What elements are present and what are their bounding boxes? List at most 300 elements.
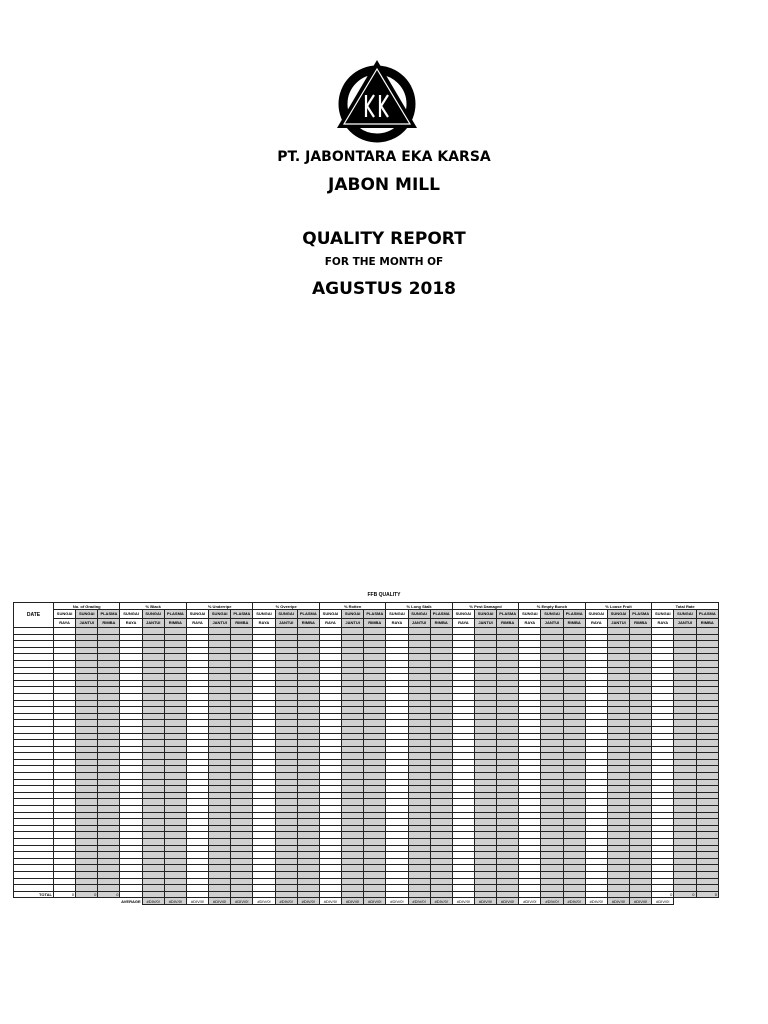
data-cell bbox=[430, 806, 452, 813]
data-cell bbox=[297, 825, 319, 832]
data-cell bbox=[342, 740, 364, 747]
data-cell bbox=[231, 799, 253, 806]
column-header: JANTUI bbox=[474, 619, 496, 628]
data-cell bbox=[541, 726, 563, 733]
data-cell bbox=[54, 707, 76, 714]
data-cell bbox=[408, 871, 430, 878]
data-cell bbox=[563, 871, 585, 878]
data-cell bbox=[607, 766, 629, 773]
table-row bbox=[14, 806, 719, 813]
data-cell bbox=[319, 812, 341, 819]
data-cell bbox=[408, 792, 430, 799]
data-cell bbox=[231, 707, 253, 714]
data-cell bbox=[120, 647, 142, 654]
data-cell bbox=[275, 641, 297, 648]
data-cell bbox=[54, 667, 76, 674]
data-cell bbox=[164, 799, 186, 806]
data-cell bbox=[696, 858, 718, 865]
data-cell bbox=[696, 713, 718, 720]
data-cell bbox=[297, 733, 319, 740]
data-cell bbox=[297, 812, 319, 819]
data-cell bbox=[630, 865, 652, 872]
data-cell bbox=[319, 634, 341, 641]
data-cell bbox=[76, 766, 98, 773]
data-cell bbox=[142, 825, 164, 832]
data-cell bbox=[186, 660, 208, 667]
data-cell bbox=[452, 726, 474, 733]
data-cell bbox=[585, 726, 607, 733]
data-cell bbox=[474, 693, 496, 700]
table-row bbox=[14, 773, 719, 780]
data-cell bbox=[408, 812, 430, 819]
data-cell bbox=[497, 647, 519, 654]
data-cell bbox=[652, 792, 674, 799]
data-cell bbox=[76, 726, 98, 733]
data-cell bbox=[585, 641, 607, 648]
table-row bbox=[14, 634, 719, 641]
data-cell bbox=[563, 865, 585, 872]
data-cell bbox=[474, 660, 496, 667]
data-cell bbox=[563, 654, 585, 661]
data-cell bbox=[452, 871, 474, 878]
date-cell bbox=[14, 693, 54, 700]
data-cell bbox=[209, 693, 231, 700]
data-cell bbox=[54, 786, 76, 793]
data-cell bbox=[497, 700, 519, 707]
average-cell: #DIV/0! bbox=[607, 898, 629, 905]
data-cell bbox=[297, 641, 319, 648]
data-cell bbox=[275, 746, 297, 753]
data-cell bbox=[319, 773, 341, 780]
data-cell bbox=[519, 799, 541, 806]
data-cell bbox=[319, 713, 341, 720]
data-cell bbox=[164, 786, 186, 793]
data-cell bbox=[186, 753, 208, 760]
data-cell bbox=[76, 812, 98, 819]
data-cell bbox=[452, 792, 474, 799]
table-row bbox=[14, 680, 719, 687]
data-cell bbox=[541, 687, 563, 694]
data-cell bbox=[120, 641, 142, 648]
data-cell bbox=[474, 759, 496, 766]
table-row bbox=[14, 812, 719, 819]
table-row bbox=[14, 628, 719, 635]
data-cell bbox=[209, 858, 231, 865]
data-cell bbox=[674, 819, 696, 826]
average-cell: #DIV/0! bbox=[297, 898, 319, 905]
data-cell bbox=[275, 773, 297, 780]
data-cell bbox=[386, 786, 408, 793]
date-cell bbox=[14, 819, 54, 826]
data-cell bbox=[297, 647, 319, 654]
data-cell bbox=[142, 812, 164, 819]
data-cell bbox=[209, 720, 231, 727]
average-cell: #DIV/0! bbox=[408, 898, 430, 905]
data-cell bbox=[563, 885, 585, 892]
column-header: RAYA bbox=[54, 619, 76, 628]
data-cell bbox=[497, 654, 519, 661]
data-cell bbox=[342, 634, 364, 641]
data-cell bbox=[142, 779, 164, 786]
data-cell bbox=[319, 654, 341, 661]
data-cell bbox=[607, 680, 629, 687]
data-cell bbox=[253, 852, 275, 859]
data-cell bbox=[54, 806, 76, 813]
data-cell bbox=[474, 733, 496, 740]
data-cell bbox=[696, 641, 718, 648]
data-cell bbox=[519, 687, 541, 694]
total-label: TOTAL bbox=[14, 891, 54, 898]
column-header: SUNGAI bbox=[652, 610, 674, 619]
data-cell bbox=[541, 852, 563, 859]
average-cell: #DIV/0! bbox=[430, 898, 452, 905]
data-cell bbox=[120, 839, 142, 846]
data-cell bbox=[209, 759, 231, 766]
data-cell bbox=[696, 680, 718, 687]
data-cell bbox=[319, 740, 341, 747]
data-cell bbox=[474, 839, 496, 846]
data-cell bbox=[76, 680, 98, 687]
data-cell bbox=[142, 667, 164, 674]
data-cell bbox=[674, 693, 696, 700]
data-cell bbox=[563, 792, 585, 799]
data-cell bbox=[297, 746, 319, 753]
data-cell bbox=[452, 628, 474, 635]
data-cell bbox=[696, 839, 718, 846]
column-header: PLASMA bbox=[164, 610, 186, 619]
data-cell bbox=[186, 634, 208, 641]
data-cell bbox=[120, 792, 142, 799]
data-cell bbox=[275, 700, 297, 707]
data-cell bbox=[76, 647, 98, 654]
data-cell bbox=[452, 766, 474, 773]
data-cell bbox=[319, 647, 341, 654]
data-cell bbox=[76, 634, 98, 641]
data-cell bbox=[519, 660, 541, 667]
data-cell bbox=[652, 812, 674, 819]
data-cell bbox=[497, 641, 519, 648]
column-header: PLASMA bbox=[297, 610, 319, 619]
date-cell bbox=[14, 660, 54, 667]
data-cell bbox=[231, 786, 253, 793]
data-cell bbox=[630, 839, 652, 846]
data-cell bbox=[696, 759, 718, 766]
data-cell bbox=[76, 759, 98, 766]
data-cell bbox=[497, 819, 519, 826]
data-cell bbox=[364, 832, 386, 839]
data-cell bbox=[630, 832, 652, 839]
data-cell bbox=[142, 773, 164, 780]
data-cell bbox=[430, 654, 452, 661]
data-cell bbox=[209, 779, 231, 786]
data-cell bbox=[297, 753, 319, 760]
data-cell bbox=[342, 878, 364, 885]
data-cell bbox=[164, 871, 186, 878]
data-cell bbox=[120, 819, 142, 826]
data-cell bbox=[275, 660, 297, 667]
data-cell bbox=[696, 825, 718, 832]
table-row bbox=[14, 786, 719, 793]
data-cell bbox=[253, 792, 275, 799]
data-cell bbox=[474, 852, 496, 859]
data-cell bbox=[452, 733, 474, 740]
data-cell bbox=[386, 885, 408, 892]
data-cell bbox=[209, 667, 231, 674]
data-cell bbox=[607, 693, 629, 700]
table-row bbox=[14, 858, 719, 865]
data-cell bbox=[54, 660, 76, 667]
column-header: SUNGAI bbox=[253, 610, 275, 619]
data-cell bbox=[364, 819, 386, 826]
total-cell bbox=[607, 891, 629, 898]
data-cell bbox=[297, 628, 319, 635]
data-cell bbox=[652, 878, 674, 885]
data-cell bbox=[142, 700, 164, 707]
data-cell bbox=[563, 634, 585, 641]
data-cell bbox=[275, 799, 297, 806]
column-header: PLASMA bbox=[98, 610, 120, 619]
date-cell bbox=[14, 885, 54, 892]
data-cell bbox=[54, 634, 76, 641]
data-cell bbox=[541, 799, 563, 806]
data-cell bbox=[364, 733, 386, 740]
data-cell bbox=[186, 707, 208, 714]
data-cell bbox=[386, 792, 408, 799]
data-cell bbox=[497, 726, 519, 733]
data-cell bbox=[652, 687, 674, 694]
data-cell bbox=[120, 693, 142, 700]
column-header: JANTUI bbox=[408, 619, 430, 628]
data-cell bbox=[474, 799, 496, 806]
data-cell bbox=[54, 746, 76, 753]
data-cell bbox=[474, 680, 496, 687]
data-cell bbox=[541, 660, 563, 667]
data-cell bbox=[563, 845, 585, 852]
data-cell bbox=[563, 753, 585, 760]
data-cell bbox=[253, 720, 275, 727]
data-cell bbox=[209, 733, 231, 740]
data-cell bbox=[253, 641, 275, 648]
data-cell bbox=[54, 674, 76, 681]
data-cell bbox=[386, 832, 408, 839]
data-cell bbox=[497, 792, 519, 799]
data-cell bbox=[76, 746, 98, 753]
data-cell bbox=[253, 726, 275, 733]
data-cell bbox=[120, 773, 142, 780]
data-cell bbox=[319, 806, 341, 813]
data-cell bbox=[430, 871, 452, 878]
data-cell bbox=[253, 713, 275, 720]
data-cell bbox=[541, 839, 563, 846]
data-cell bbox=[186, 713, 208, 720]
data-cell bbox=[76, 660, 98, 667]
table-row bbox=[14, 799, 719, 806]
data-cell bbox=[253, 845, 275, 852]
data-cell bbox=[519, 839, 541, 846]
data-cell bbox=[497, 634, 519, 641]
data-cell bbox=[54, 799, 76, 806]
total-cell bbox=[585, 891, 607, 898]
data-cell bbox=[585, 792, 607, 799]
data-cell bbox=[519, 845, 541, 852]
data-cell bbox=[585, 660, 607, 667]
data-cell bbox=[674, 674, 696, 681]
data-cell bbox=[563, 832, 585, 839]
data-cell bbox=[430, 720, 452, 727]
data-cell bbox=[430, 740, 452, 747]
data-cell bbox=[98, 674, 120, 681]
data-cell bbox=[231, 858, 253, 865]
data-cell bbox=[474, 753, 496, 760]
table-row bbox=[14, 825, 719, 832]
data-cell bbox=[253, 687, 275, 694]
date-cell bbox=[14, 812, 54, 819]
data-cell bbox=[364, 871, 386, 878]
data-cell bbox=[452, 779, 474, 786]
table-row bbox=[14, 871, 719, 878]
data-cell bbox=[364, 634, 386, 641]
data-cell bbox=[408, 693, 430, 700]
data-cell bbox=[297, 707, 319, 714]
table-row bbox=[14, 693, 719, 700]
data-cell bbox=[386, 812, 408, 819]
data-cell bbox=[652, 885, 674, 892]
data-cell bbox=[209, 806, 231, 813]
data-cell bbox=[607, 746, 629, 753]
data-cell bbox=[386, 660, 408, 667]
data-cell bbox=[120, 825, 142, 832]
data-cell bbox=[519, 779, 541, 786]
data-cell bbox=[342, 674, 364, 681]
data-cell bbox=[563, 687, 585, 694]
data-cell bbox=[54, 839, 76, 846]
data-cell bbox=[452, 839, 474, 846]
data-cell bbox=[120, 878, 142, 885]
data-cell bbox=[120, 786, 142, 793]
table-row bbox=[14, 654, 719, 661]
data-cell bbox=[164, 852, 186, 859]
data-cell bbox=[342, 713, 364, 720]
data-cell bbox=[186, 799, 208, 806]
data-cell bbox=[652, 680, 674, 687]
data-cell bbox=[342, 654, 364, 661]
total-row bbox=[14, 891, 719, 898]
data-cell bbox=[696, 812, 718, 819]
data-cell bbox=[142, 786, 164, 793]
data-cell bbox=[386, 845, 408, 852]
data-cell bbox=[231, 865, 253, 872]
data-cell bbox=[164, 832, 186, 839]
data-cell bbox=[652, 733, 674, 740]
data-cell bbox=[98, 773, 120, 780]
data-cell bbox=[54, 759, 76, 766]
data-cell bbox=[652, 779, 674, 786]
data-cell bbox=[674, 871, 696, 878]
data-cell bbox=[474, 720, 496, 727]
data-cell bbox=[497, 812, 519, 819]
data-cell bbox=[474, 713, 496, 720]
data-cell bbox=[98, 812, 120, 819]
data-cell bbox=[541, 693, 563, 700]
data-cell bbox=[364, 799, 386, 806]
data-cell bbox=[585, 680, 607, 687]
data-cell bbox=[630, 647, 652, 654]
data-cell bbox=[452, 825, 474, 832]
data-cell bbox=[164, 865, 186, 872]
data-cell bbox=[164, 773, 186, 780]
column-header: SUNGAI bbox=[209, 610, 231, 619]
data-cell bbox=[652, 832, 674, 839]
data-cell bbox=[297, 858, 319, 865]
data-cell bbox=[386, 628, 408, 635]
data-cell bbox=[585, 693, 607, 700]
data-cell bbox=[231, 713, 253, 720]
report-subtitle: FOR THE MONTH OF bbox=[324, 256, 444, 268]
data-cell bbox=[630, 660, 652, 667]
data-cell bbox=[585, 806, 607, 813]
data-cell bbox=[452, 746, 474, 753]
column-header: RIMBA bbox=[231, 619, 253, 628]
data-cell bbox=[319, 628, 341, 635]
data-cell bbox=[519, 720, 541, 727]
data-cell bbox=[652, 641, 674, 648]
data-cell bbox=[120, 779, 142, 786]
data-cell bbox=[541, 779, 563, 786]
data-cell bbox=[319, 753, 341, 760]
data-cell bbox=[364, 628, 386, 635]
total-cell bbox=[474, 891, 496, 898]
data-cell bbox=[585, 628, 607, 635]
data-cell bbox=[231, 667, 253, 674]
data-cell bbox=[652, 667, 674, 674]
data-cell bbox=[474, 634, 496, 641]
data-cell bbox=[474, 667, 496, 674]
data-cell bbox=[142, 740, 164, 747]
data-cell bbox=[98, 707, 120, 714]
data-cell bbox=[275, 832, 297, 839]
average-cell: #DIV/0! bbox=[497, 898, 519, 905]
data-cell bbox=[297, 871, 319, 878]
data-cell bbox=[319, 792, 341, 799]
data-cell bbox=[630, 812, 652, 819]
data-cell bbox=[674, 825, 696, 832]
data-cell bbox=[120, 628, 142, 635]
data-cell bbox=[497, 693, 519, 700]
data-cell bbox=[319, 720, 341, 727]
data-cell bbox=[674, 753, 696, 760]
data-cell bbox=[319, 700, 341, 707]
data-cell bbox=[430, 753, 452, 760]
data-cell bbox=[652, 700, 674, 707]
data-cell bbox=[674, 766, 696, 773]
total-cell bbox=[452, 891, 474, 898]
data-cell bbox=[120, 812, 142, 819]
data-cell bbox=[674, 660, 696, 667]
data-cell bbox=[342, 799, 364, 806]
data-cell bbox=[430, 819, 452, 826]
data-cell bbox=[76, 806, 98, 813]
data-cell bbox=[98, 713, 120, 720]
data-cell bbox=[607, 641, 629, 648]
data-cell bbox=[652, 759, 674, 766]
data-cell bbox=[120, 634, 142, 641]
data-cell bbox=[607, 858, 629, 865]
column-header: JANTUI bbox=[275, 619, 297, 628]
column-header: RIMBA bbox=[497, 619, 519, 628]
column-header: RAYA bbox=[519, 619, 541, 628]
data-cell bbox=[253, 628, 275, 635]
data-cell bbox=[652, 628, 674, 635]
